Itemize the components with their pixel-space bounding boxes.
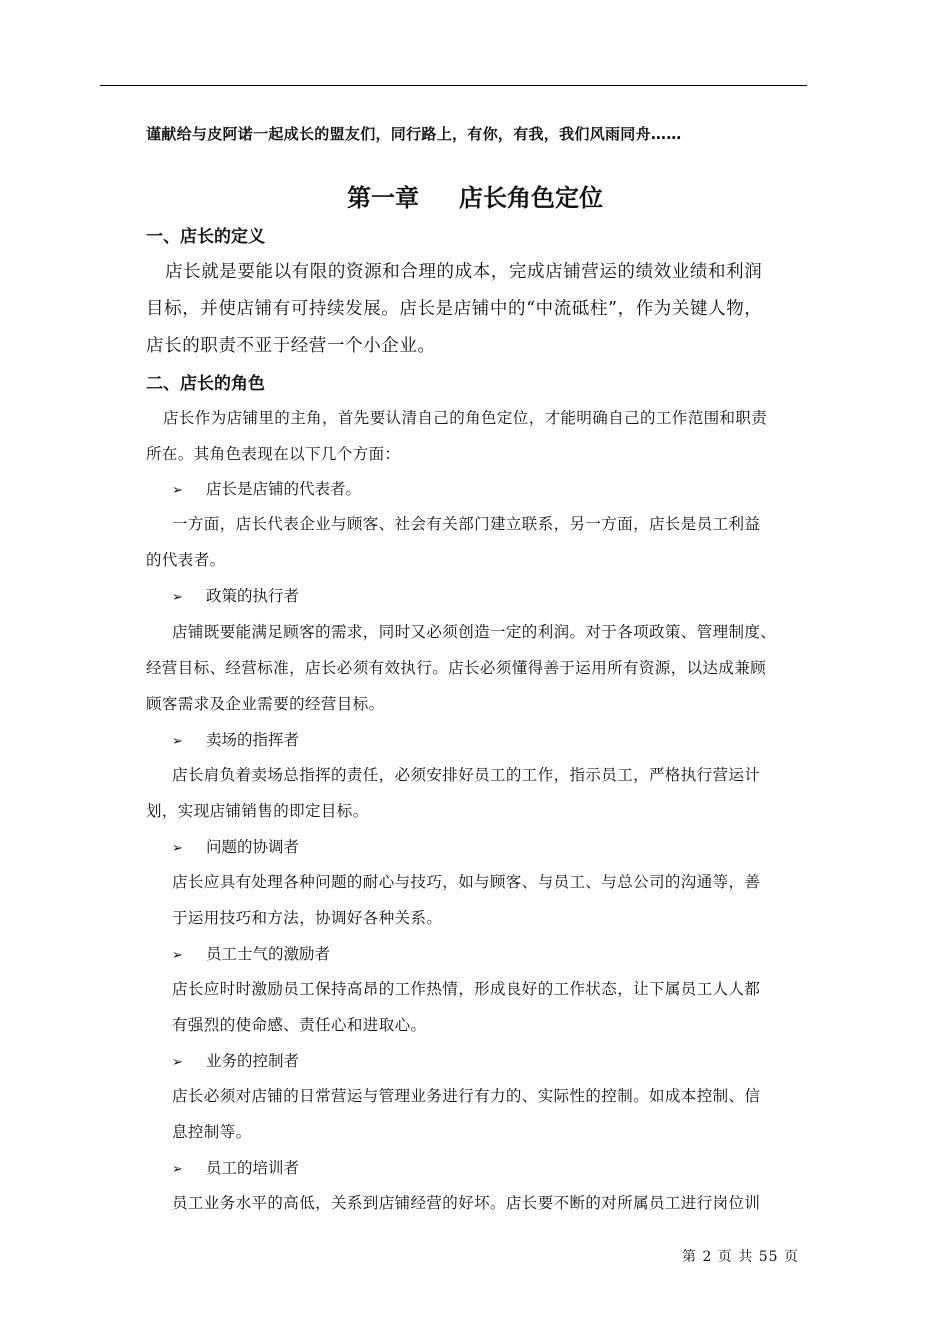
role-desc-line: 店铺既要能满足顾客的需求，同时又必须创造一定的利润。对于各项政策、管理制度、 — [172, 623, 777, 641]
role-title: 业务的控制者 — [206, 1052, 300, 1070]
section1-heading: 一、店长的定义 — [146, 227, 265, 247]
arrow-bullet-icon: ➢ — [172, 1162, 183, 1177]
role-desc-line: 于运用技巧和方法，协调好各种关系。 — [172, 909, 443, 927]
role-desc-line: 店长应时时激励员工保持高昂的工作热情，形成良好的工作状态，让下属员工人人都 — [172, 980, 761, 998]
role-item — [172, 728, 299, 750]
section2-heading: 二、店长的角色 — [146, 374, 265, 394]
section1-line: 店长就是要能以有限的资源和合理的成本，完成店铺营运的绩效业绩和利润 — [165, 262, 763, 282]
role-item — [172, 835, 299, 857]
role-desc-line: 店长肩负着卖场总指挥的责任，必须安排好员工的工作，指示员工，严格执行营运计 — [172, 766, 761, 784]
role-title: 问题的协调者 — [206, 838, 300, 856]
role-item — [172, 584, 299, 606]
role-title: 店长是店铺的代表者。 — [206, 480, 362, 498]
role-desc-line: 的代表者。 — [146, 551, 226, 569]
section1-line: 店长的职责不亚于经营一个小企业。 — [146, 336, 436, 356]
role-desc-line: 划，实现店铺销售的即定目标。 — [146, 802, 369, 820]
arrow-bullet-icon: ➢ — [172, 841, 183, 856]
dedication-line: 谨献给与皮阿诺一起成长的盟友们，同行路上，有你，有我，我们风雨同舟…… — [146, 125, 682, 143]
chapter-number: 第一章 — [347, 184, 419, 212]
role-title: 员工的培训者 — [206, 1159, 300, 1177]
chapter-title: 店长角色定位 — [459, 184, 603, 212]
arrow-bullet-icon: ➢ — [172, 1055, 183, 1070]
role-item — [172, 1156, 299, 1178]
arrow-bullet-icon: ➢ — [172, 734, 183, 749]
role-desc-line: 店长必须对店铺的日常营运与管理业务进行有力的、实际性的控制。如成本控制、信 — [172, 1087, 761, 1105]
role-desc-line: 店长应具有处理各种问题的耐心与技巧，如与顾客、与员工、与总公司的沟通等，善 — [172, 873, 761, 891]
section2-intro-line: 店长作为店铺里的主角，首先要认清自己的角色定位，才能明确自己的工作范围和职责 — [163, 409, 768, 427]
role-desc-line: 经营目标、经营标准，店长必须有效执行。店长必须懂得善于运用所有资源，以达成兼顾 — [146, 659, 767, 677]
role-desc-line: 息控制等。 — [172, 1123, 252, 1141]
section1-line: 目标，并使店铺有可持续发展。店长是店铺中的“中流砥柱”，作为关键人物， — [146, 299, 763, 319]
role-item — [172, 942, 330, 964]
role-desc-line: 顾客需求及企业需要的经营目标。 — [146, 695, 385, 713]
section2-intro-line: 所在。其角色表现在以下几个方面： — [146, 445, 401, 463]
role-title: 政策的执行者 — [206, 587, 300, 605]
arrow-bullet-icon: ➢ — [172, 483, 183, 498]
arrow-bullet-icon: ➢ — [172, 590, 183, 605]
role-item — [172, 1049, 299, 1071]
role-desc-line: 一方面，店长代表企业与顾客、社会有关部门建立联系，另一方面，店长是员工利益 — [172, 515, 761, 533]
role-desc-line: 有强烈的使命感、责任心和进取心。 — [172, 1016, 427, 1034]
role-item — [172, 477, 361, 499]
header-rule — [100, 85, 807, 86]
page-footer: 第 2 页 共 55 页 — [682, 1249, 799, 1265]
arrow-bullet-icon: ➢ — [172, 948, 183, 963]
chapter-heading — [0, 178, 950, 213]
role-desc-line: 员工业务水平的高低，关系到店铺经营的好坏。店长要不断的对所属员工进行岗位训 — [172, 1194, 761, 1212]
role-title: 员工士气的激励者 — [206, 945, 331, 963]
role-title: 卖场的指挥者 — [206, 731, 300, 749]
